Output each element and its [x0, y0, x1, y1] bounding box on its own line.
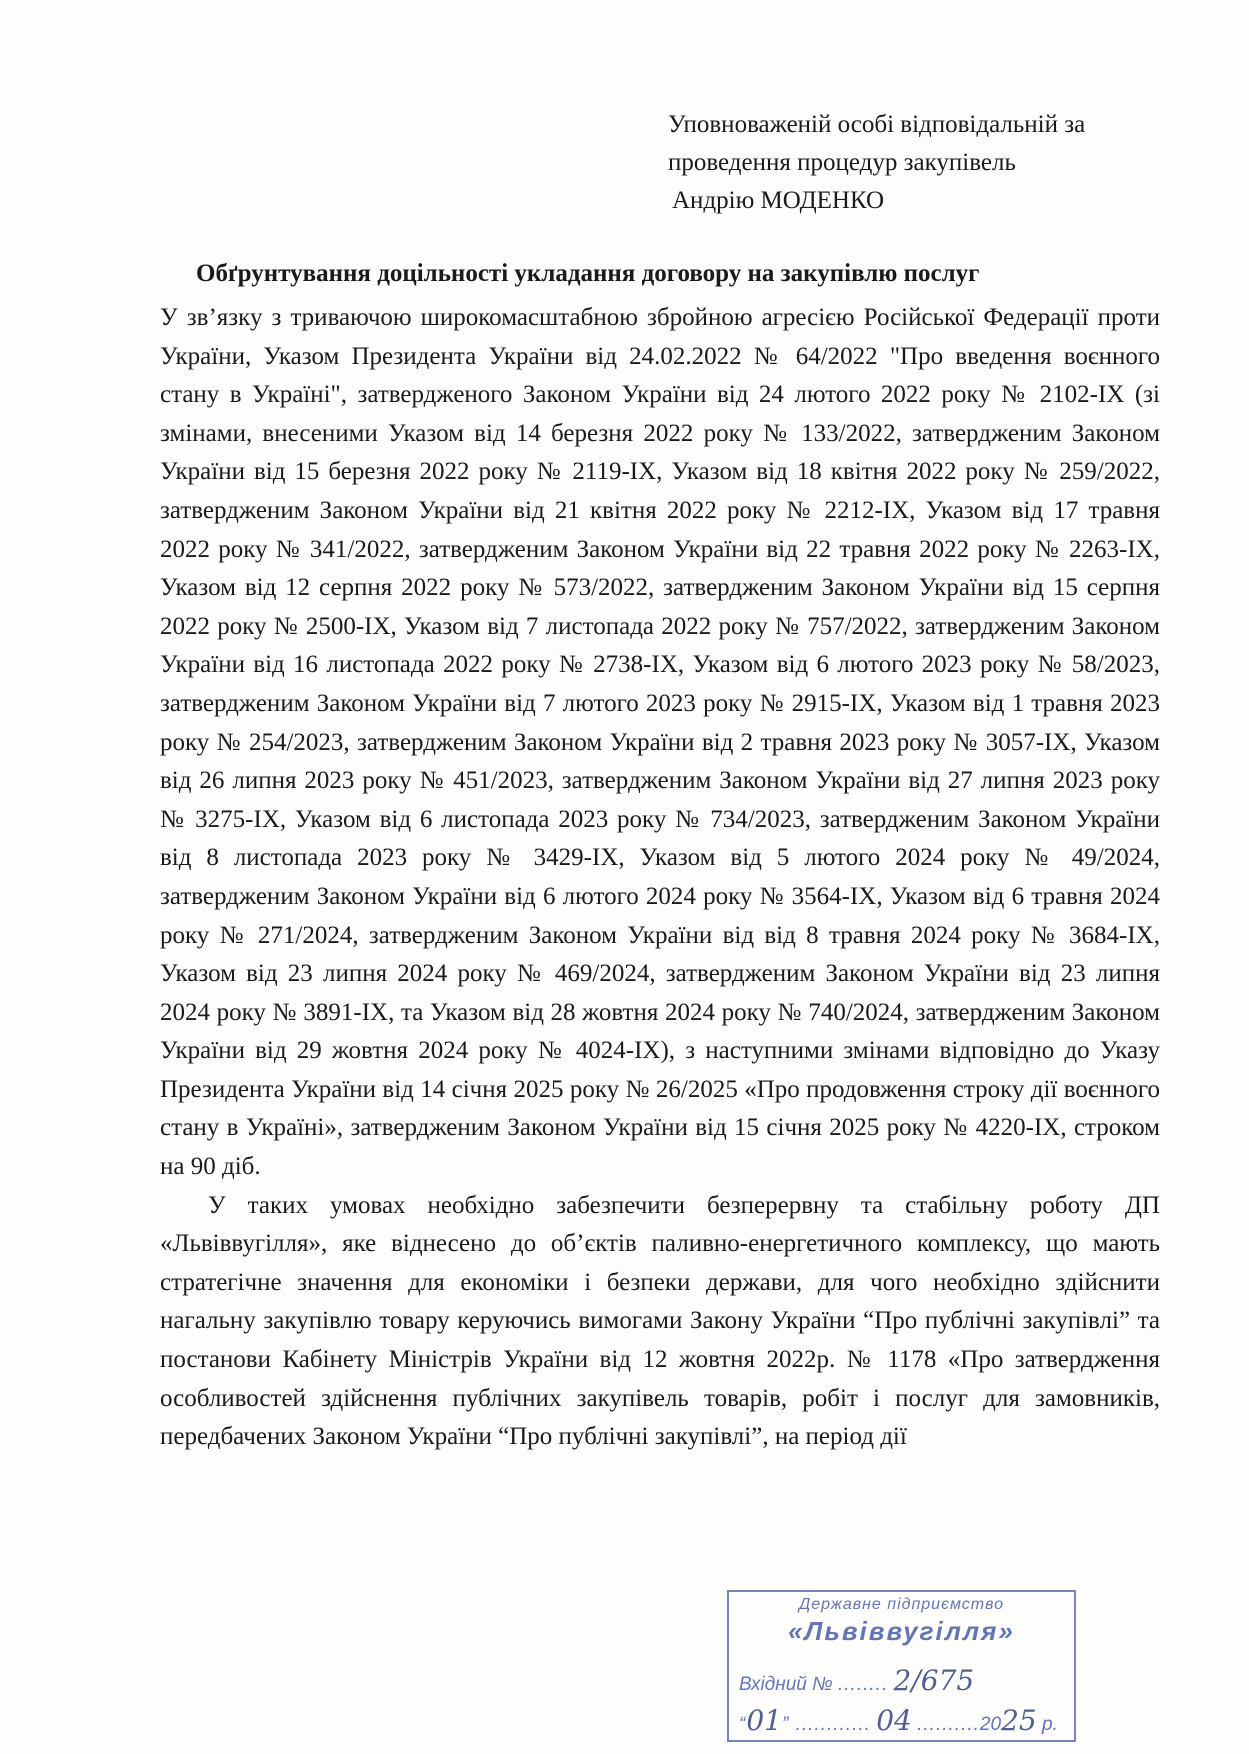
addressee-block [668, 106, 1085, 220]
addressee-name: Андрію МОДЕНКО [672, 187, 885, 214]
stamp-incoming-number: 2/675 [893, 1664, 975, 1697]
paragraph: У зв’язку з триваючою широкомасштабною збройною агресією Російської Федерації проти України, Указом Президента України від 24.02.2022 № 64/2022 "Про введення воєнного стану в Україні", затвердженого Законом України від 24 лютого 2022 року № 2102-IX (зі змінами, внесеними Указом від 14 березня 2022 року № 133/2022, затвердженим Законом України від 15 березня 2022 року № 2119-IX, Указом від 18 квітня 2022 року № 259/2022, затвердженим Законом України від 21 квітня 2022 року № 2212-IX, Указом від 17 травня 2022 року № 341/2022, затвердженим Законом України від 22 травня 2022 року № 2263-IX, Указом від 12 серпня 2022 року № 573/2022, затвердженим Законом України від 15 серпня 2022 року № 2500-IX, Указом від 7 листопада 2022 року № 757/2022, затвердженим Законом України від 16 листопада 2022 року № 2738-IX, Указом від 6 лютого 2023 року № 58/2023, затвердженим Законом України від 7 лютого 2023 року № 2915-IX, Указом від 1 травня 2023 року № 254/2023, затвердженим Законом України від 2 травня 2023 року № 3057-IX, Указом від 26 липня 2023 року № 451/2023, затвердженим Законом України від 27 липня 2023 року № 3275-IX, Указом від 6 листопада 2023 року № 734/2023, затвердженим Законом України від 8 листопада 2023 року № 3429-IX, Указом від 5 лютого 2024 року № 49/2024, затвердженим Законом України від 6 лютого 2024 року № 3564-IX, Указом від 6 травня 2024 року № 271/2024, затвердженим Законом України від від 8 травня 2024 року № 3684-IX, Указом від 23 липня 2024 року № 469/2024, затвердженим Законом України від 23 липня 2024 року № 3891-IX, та Указом від 28 жовтня 2024 року № 740/2024, затвердженим Законом України від 29 жовтня 2024 року № 4024-IX), з наступними змінами відповідно до Указу Президента України від 14 січня 2025 року № 26/2025 «Про продовження строку дії воєнного стану в Україні», затвердженим Законом України від 15 січня 2025 року № 4220-IX, строком на 90 діб. [160, 304, 1160, 1181]
stamp-year: 25 [1001, 1704, 1037, 1737]
stamp-org-type: Державне підприємство [798, 1596, 1005, 1613]
stamp-incoming-label: Вхідний № [739, 1674, 833, 1695]
stamp-month: 04 [876, 1704, 912, 1737]
document-title: Обґрунтування доцільності укладання договору на закупівлю послуг [196, 260, 980, 287]
registration-stamp [727, 1590, 1076, 1742]
stamp-day: 01 [746, 1704, 782, 1737]
addressee-line: проведення процедур закупівель [668, 149, 1016, 176]
paragraph: У таких умовах необхідно забезпечити безперервну та стабільну роботу ДП «Львіввугілля», яке віднесено до об’єктів паливно-енергетичного комплексу, що мають стратегічне значення для економіки і безпеки держави, для чого необхідно здійснити нагальну закупівлю товару керуючись вимогами Закону України “Про публічні закупівлі” та постанови Кабінету Міністрів України від 12 жовтня 2022р. № 1178 «Про затвердження особливостей здійснення публічних закупівель товарів, робіт і послуг для замовників, передбачених Законом України “Про публічні закупівлі”, на період дії [160, 1191, 1160, 1451]
document-body [160, 299, 1160, 1457]
addressee-line: Уповноваженій особі відповідальній за [668, 111, 1086, 138]
stamp-date-row: “01” ............ 04 ..........2025 р. [739, 1704, 1058, 1737]
stamp-year-prefix: 20 [979, 1714, 1002, 1735]
stamp-year-suffix: р. [1041, 1714, 1058, 1735]
stamp-incoming-row: Вхідний № ........ 2/675 [739, 1664, 975, 1697]
stamp-org-name: «Львіввугілля» [788, 1616, 1015, 1646]
